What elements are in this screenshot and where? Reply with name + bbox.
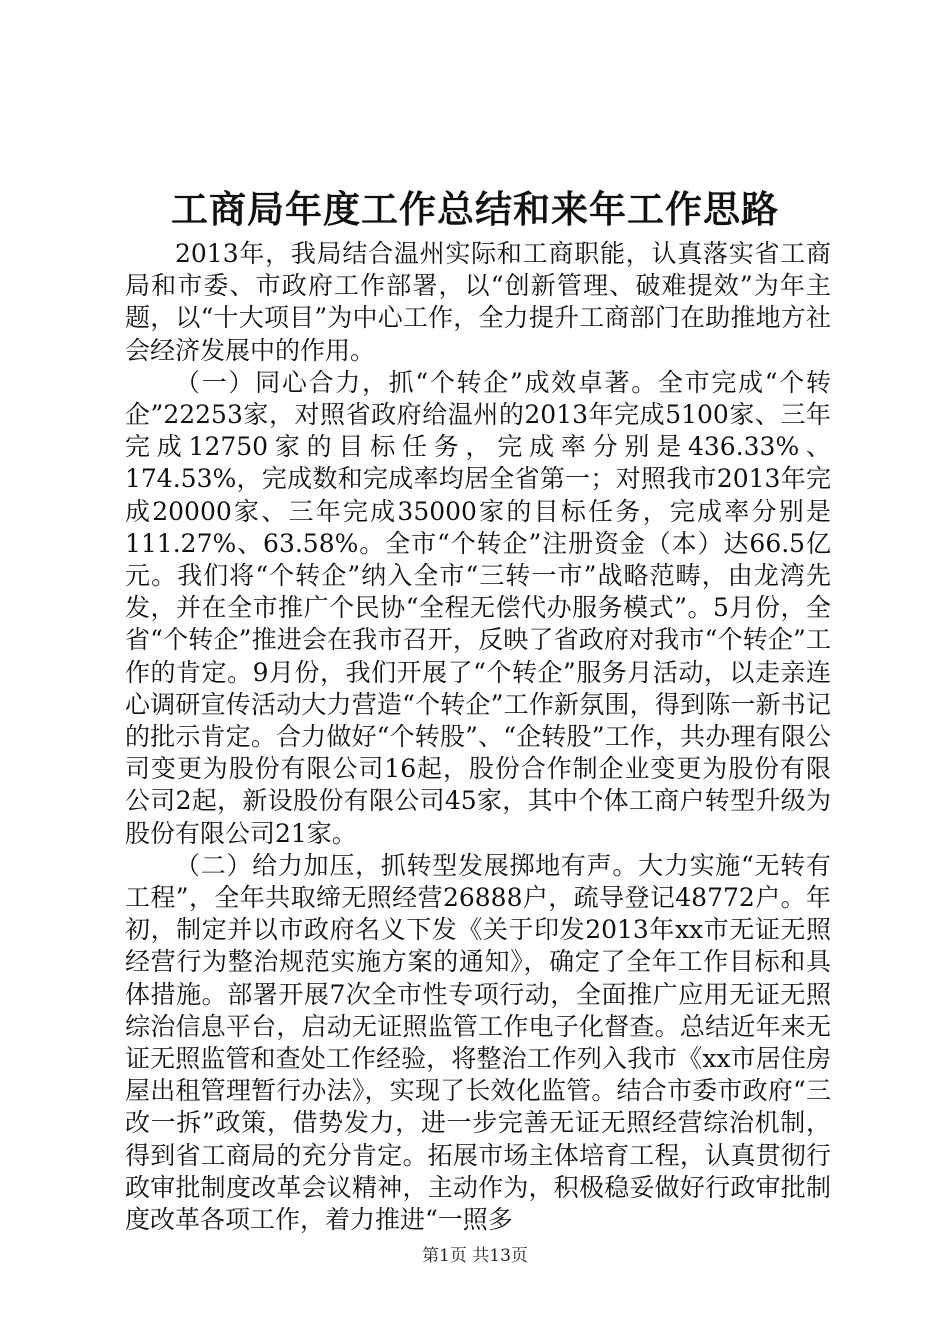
- paragraph-section-1: （一）同心合力，抓“个转企”成效卓著。全市完成“个转企”22253家，对照省政府给温州的2013年完成5100家、三年完成12750家的目标任务，完成率分别是436.33%、174.53%，完成数和完成率均居全省第一；对照我市2013年完成20000家、三年完成35000家的目标任务，完成率分别是111.27%、63.58%。全市“个转企”注册资金（本）达66.5亿元。我们将“个转企”纳入全市“三转一市”战略范畴，由龙湾先发，并在全市推广个民协“全程无偿代办服务模式”。5月份，全省“个转企”推进会在我市召开，反映了省政府对我市“个转企”工作的肯定。9月份，我们开展了“个转企”服务月活动，以走亲连心调研宣传活动大力营造“个转企”工作新氛围，得到陈一新书记的批示肯定。合力做好“个转股”、“企转股”工作，共办理有限公司变更为股份有限公司16起，股份合作制企业变更为股份有限公司2起，新设股份有限公司45家，其中个体工商户转型升级为股份有限公司21家。: [125, 367, 831, 848]
- paragraph-intro: 2013年，我局结合温州实际和工商职能，认真落实省工商局和市委、市政府工作部署，以“创新管理、破难提效”为年主题，以“十大项目”为中心工作，全力提升工商部门在助推地方社会经济发展中的作用。: [125, 239, 831, 365]
- page-number-footer: 第1页 共13页: [422, 1246, 528, 1266]
- document-title: 工商局年度工作总结和来年工作思路: [171, 187, 779, 231]
- document-body: [125, 238, 831, 1236]
- paragraph-section-2: （二）给力加压，抓转型发展掷地有声。大力实施“无转有工程”，全年共取缔无照经营26888户，疏导登记48772户。年初，制定并以市政府名义下发《关于印发2013年xx市无证无照经营行为整治规范实施方案的通知》，确定了全年工作目标和具体措施。部署开展7次全市性专项行动，全面推广应用无证无照综治信息平台，启动无证照监管工作电子化督查。总结近年来无证无照监管和查处工作经验，将整治工作列入我市《xx市居住房屋出租管理暂行办法》，实现了长效化监管。结合市委市政府“三改一拆”政策，借势发力，进一步完善无证无照经营综治机制，得到省工商局的充分肯定。拓展市场主体培育工程，认真贯彻行政审批制度改革会议精神，主动作为，积极稳妥做好行政审批制度改革各项工作，着力推进“一照多: [125, 850, 831, 1235]
